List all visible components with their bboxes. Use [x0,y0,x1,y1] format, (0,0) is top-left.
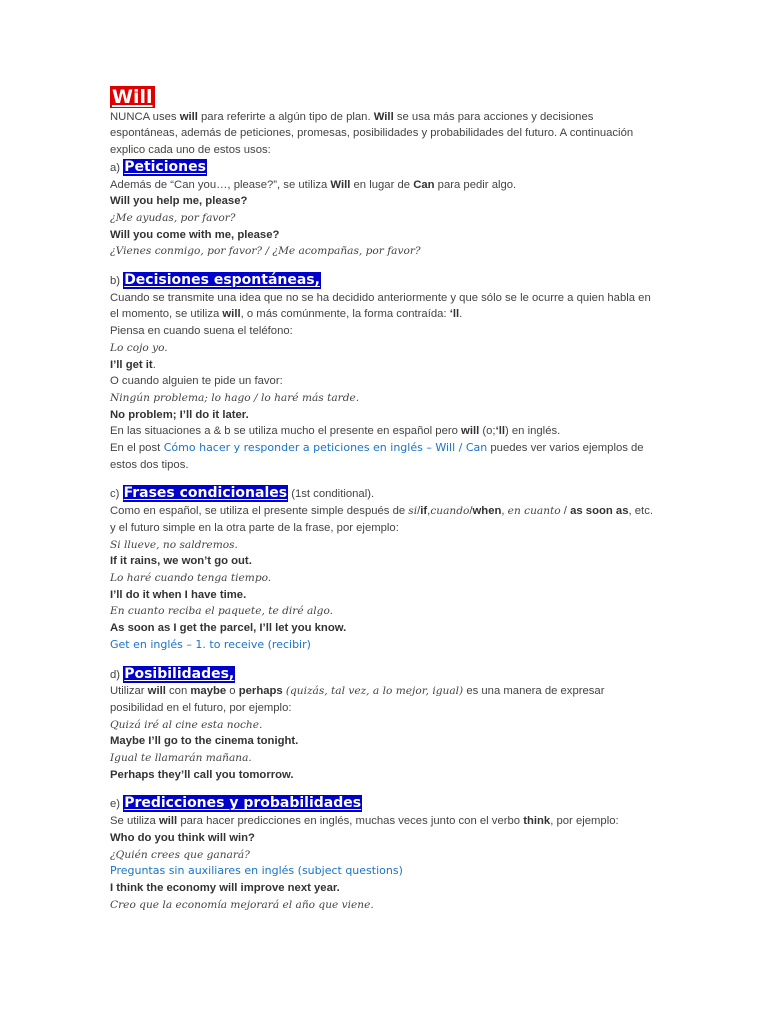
section-b-text: En el post Cómo hacer y responder a peticiones en inglés – Will / Can puedes ver varios ejemplos de estos dos tipos. [110,441,644,471]
section-b-text: O cuando alguien te pide un favor: [110,375,283,388]
section-b-text: Piensa en cuando suena el teléfono: [110,325,293,338]
example-spanish: Lo cojo yo. [110,341,168,354]
section-posibilidades [110,666,655,784]
section-peticiones [110,159,655,260]
section-heading-e: e) Predicciones y probabilidades [110,795,362,812]
example-spanish: Creo que la economía mejorará el año que viene. [110,898,374,911]
subject-questions-link-line [110,863,655,880]
example-spanish: En cuanto reciba el paquete, te diré algo. [110,605,334,618]
example-spanish: Igual te llamarán mañana. [110,752,252,765]
section-predicciones [110,795,655,913]
get-link[interactable]: Get en inglés – 1. to receive (recibir) [110,637,311,651]
example-english: Will you come with me, please? [110,228,280,241]
section-condicionales [110,485,655,653]
example-english: No problem; I’ll do it later. [110,408,249,421]
example-english: I’ll get it. [110,358,156,371]
section-a-text: Además de “Can you…, please?”, se utiliza Will en lugar de Can para pedir algo. [110,178,517,191]
example-spanish: Si llueve, no saldremos. [110,538,238,551]
example-spanish: Ningún problema; lo hago / lo haré más tarde. [110,391,360,404]
section-c-text: Como en español, se utiliza el presente simple después de si/if,cuando/when, en cuanto / as soon as, etc. y el futuro simple en la otra parte de la frase, por ejemplo: [110,505,653,534]
post-link[interactable]: Cómo hacer y responder a peticiones en inglés – Will / Can [160,441,488,455]
section-b-text: Cuando se transmite una idea que no se ha decidido anteriormente y que sólo se le ocurre a quien habla en el momento, se utiliza will, o más comúnmente, la forma contraída: ‘ll. [110,291,651,321]
get-link-line [110,637,655,654]
document-page [110,86,655,913]
section-heading-a: a) Peticiones [110,158,206,175]
section-d-text: Utilizar will con maybe o perhaps (quizás, tal vez, a lo mejor, igual) es una manera de expresar posibilidad en el futuro, por ejemplo: [110,685,605,714]
subject-questions-link[interactable]: Preguntas sin auxiliares en inglés (subject questions) [110,864,403,878]
example-english: Perhaps they’ll call you tomorrow. [110,768,294,781]
example-english: If it rains, we won’t go out. [110,555,252,568]
example-english: I think the economy will improve next year. [110,881,340,894]
example-english: As soon as I get the parcel, I’ll let you know. [110,622,347,635]
example-english: I’ll do it when I have time. [110,588,247,601]
section-e-text: Se utiliza will para hacer predicciones en inglés, muchas veces junto con el verbo think, por ejemplo: [110,815,619,828]
intro-paragraph: NUNCA uses will para referirte a algún tipo de plan. Will se usa más para acciones y decisiones espontáneas, además de peticiones, promesas, posibilidades y probabilidades del futuro. A continuación explico cada uno de estos usos: [110,110,634,157]
section-heading-c: c) Frases condicionales (1st conditional). [110,485,375,502]
example-spanish: Quizá iré al cine esta noche. [110,718,263,731]
example-spanish: ¿Quién crees que ganará? [110,848,250,861]
example-english: Who do you think will win? [110,831,255,844]
section-heading-b: b) Decisiones espontáneas, [110,272,320,289]
section-decisiones [110,272,655,473]
example-spanish: ¿Vienes conmigo, por favor? / ¿Me acompañas, por favor? [110,245,421,258]
section-heading-d: d) Posibilidades, [110,665,235,682]
section-b-text: En las situaciones a & b se utiliza mucho el presente en español pero will (o;‘ll) en inglés. [110,425,561,438]
example-english: Maybe I’ll go to the cinema tonight. [110,735,299,748]
page-title: Will [112,86,153,108]
example-english: Will you help me, please? [110,195,248,208]
example-spanish: Lo haré cuando tenga tiempo. [110,571,272,584]
example-spanish: ¿Me ayudas, por favor? [110,211,236,224]
